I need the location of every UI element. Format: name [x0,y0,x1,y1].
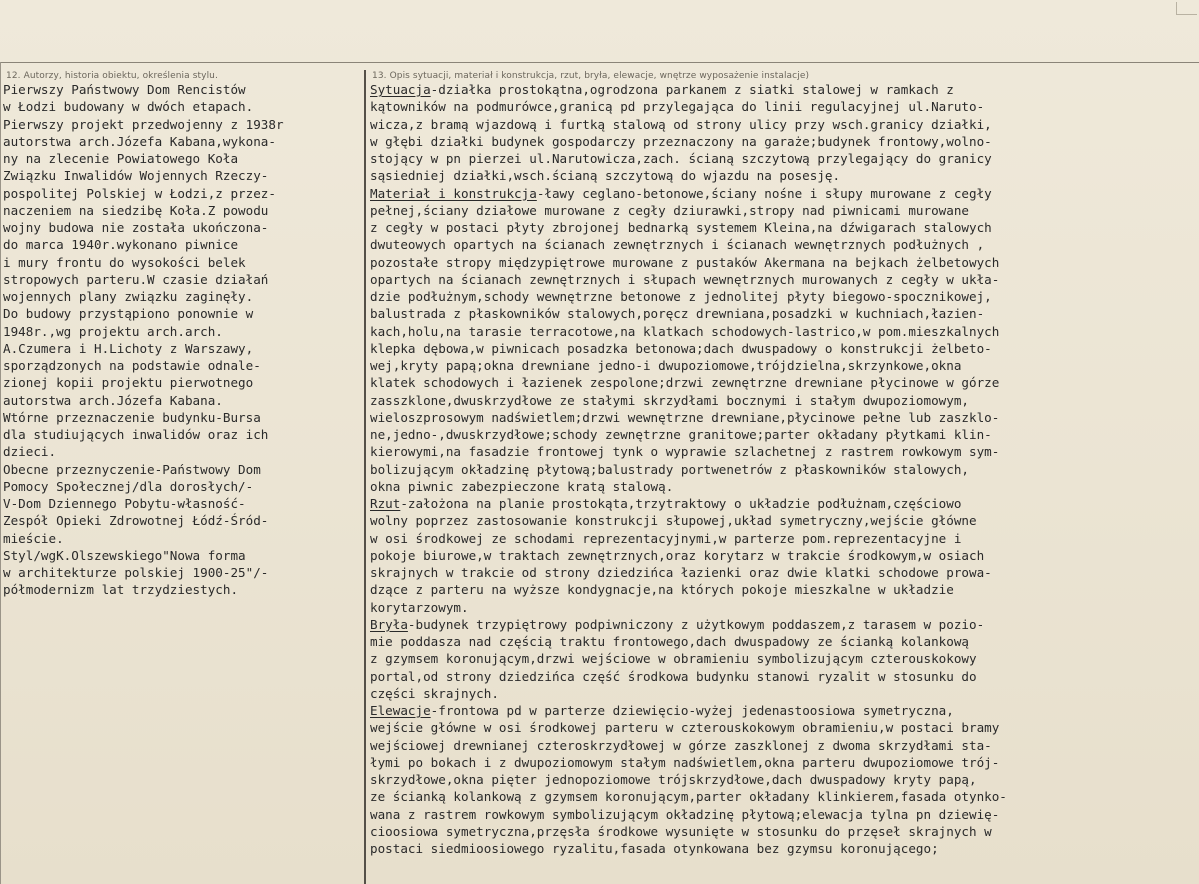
description-text-line [370,81,1196,98]
history-text-line: Styl/wgK.Olszewskiego"Nowa forma [3,547,246,563]
history-text-line: Pierwszy Państwowy Dom Rencistów [3,82,246,97]
column-divider [364,70,366,884]
section-12-label: 12. Autorzy, historia obiektu, określenia stylu. [6,71,218,81]
history-text-line: do marca 1940r.wykonano piwnice [3,237,239,253]
description-text-line: kierowymi,na fasadzie frontowej tynk o wyprawie szlachetnej z rastrem rowkowym sym- [370,444,1000,460]
description-text-line: wolny poprzez zastosowanie konstrukcji słupowej,układ symetryczny,wejście główne [370,513,977,529]
section-text: -budynek trzypiętrowy podpiwniczony z użytkowym poddaszem,z tarasem w pozio- [407,616,985,632]
history-text-line: stropowych parteru.W czasie działań [3,271,269,287]
description-text-line [370,702,1196,719]
description-text-line [370,495,1196,512]
description-text-line: korytarzowym. [370,599,469,615]
description-text-line: w osi środkowej ze schodami reprezentacyjnymi,w parterze pom.reprezentacyjne i [370,530,962,546]
history-text-line: Obecne przeznyczenie-Państwowy Dom [3,461,261,477]
history-text-line: półmodernizm lat trzydziestych. [3,582,239,598]
description-text-line: zasszklone,dwuskrzydłowe ze stałymi skrzydłami bocznymi i stałym dwupoziomowym, [370,392,969,408]
description-text-line: skrajnych w trakcie od strony dziedzińca łazienki oraz dwie klatki schodowe prowa- [370,565,992,580]
description-text-line [370,616,1196,633]
description-text-line: pełnej,ściany działowe murowane z cegły dziurawki,stropy nad piwnicami murowane [370,202,969,218]
section-text: -założona na planie prostokąta,trzytraktowy o układzie podłużnam,częściowo [400,496,962,511]
history-text-line: autorstwa arch.Józefa Kabana. [3,392,223,408]
description-text-line: z gzymsem koronującym,drzwi wejściowe w obramieniu symbolizującym czterouskokowy [370,651,977,667]
description-text-line: bolizującym okładzinę płytową;balustrady portwenetrów z płaskowników stalowych, [370,461,969,477]
history-text-line: w architekturze polskiej 1900-25"/- [3,565,269,580]
history-text-line: Pomocy Społecznej/dla dorosłych/- [3,478,254,494]
section-heading: Sytuacja [370,82,431,97]
description-text-line: wieloszprosowym nadświetlem;drzwi wewnętrzne drewniane,płycinowe pełne lub zaszklo- [370,409,1000,425]
description-text-line: dwuteowych opartych na ścianach zewnętrznych i ścianach wewnętrznych podłużnych , [370,237,985,253]
history-text-line: wojennych plany związku zaginęły. [3,289,254,304]
history-text-line: dzieci. [3,444,57,460]
history-text-line: pospolitej Polskiej w Łodzi,z przez- [3,185,276,201]
history-text-line: Wtórne przeznaczenie budynku-Bursa [3,409,261,425]
history-text-line: w Łodzi budowany w dwóch etapach. [3,99,254,115]
description-text-column [370,81,1196,857]
description-text-line: w głębi działki budynek gospodarczy przeznaczony na garaże;budynek frontowy,wolno- [370,133,992,149]
description-text-line: wicza,z bramą wjazdową i furtką stalową od strony ulicy przy wsch.granicy działki, [370,116,992,132]
description-text-line: kątowników na podmurówce,granicą pd przylegająca do linii regulacyjnej ul.Naruto- [370,99,985,115]
description-text-line: ne,jedno-,dwuskrzydłowe;schody zewnętrzne granitowe;parter okładany płytkami klin- [370,427,992,442]
description-text-line: wana z rastrem rowkowym symbolizującym okładzinę płytową;elewacja tylna pn dziewię- [370,806,1000,822]
description-text-line: wej,kryty papą;okna drewniane jedno-i dwupoziomowe,trójdzielna,skrzynkowe,okna [370,358,962,373]
description-text-line: balustrada z płaskowników stalowych,poręcz drewniana,posadzki w kuchniach,łazien- [370,306,985,322]
history-text-line: mieście. [3,530,64,546]
section-heading: Bryła [370,616,408,632]
description-text-line: łymi po bokach i z dwupoziomowym stałym nadświetlem,okna parteru dwupoziomowe trój- [370,754,1000,770]
page-corner-mark [1176,2,1197,15]
history-text-line: wojny budowa nie została ukończona- [3,220,269,235]
description-text-line: postaci siedmioosiowego ryzalitu,fasada otynkowana bez gzymsu koronującego; [370,841,939,856]
description-text-line: klepka dębowa,w piwnicach posadzka betonowa;dach dwuspadowy o konstrukcji żelbeto- [370,340,992,356]
description-text-line: okna piwnic zabezpieczone kratą stalową. [370,478,674,494]
section-text: -ławy ceglano-betonowe,ściany nośne i słupy murowane z cegły [536,185,992,201]
section-text: -działka prostokątna,ogrodzona parkanem z siatki stalowej w ramkach z [430,82,954,97]
history-text-column [3,81,359,599]
description-text-line: wejściowej drewnianej czteroskrzydłowej w górze zaszklonej z dwoma skrzydłami sta- [370,737,992,753]
description-text-line: cioosiowa symetryczna,przęsła środkowe wysunięte w stosunku do przęseł skrajnych w [370,823,992,839]
history-text-line: Zespół Opieki Zdrowotnej Łódź-Śród- [3,513,269,529]
history-text-line: A.Czumera i H.Lichoty z Warszawy, [3,340,254,356]
history-text-line: zionej kopii projektu pierwotnego [3,375,254,391]
history-text-line: dla studiujących inwalidów oraz ich [3,427,269,442]
description-text-line: stojący w pn pierzei ul.Narutowicza,zach. ścianą szczytową przylegający do granicy [370,151,992,166]
description-text-line: sąsiedniej działki,wsch.ścianą szczytową do wjazdu na posesję. [370,168,841,184]
history-text-line: Związku Inwalidów Wojennych Rzeczy- [3,168,269,184]
section-heading: Materiał i konstrukcja [370,185,537,201]
description-text-line: dzie podłużnym,schody wewnętrzne betonowe z jednolitej płyty biegowo-spocznikowej, [370,289,992,304]
description-text-line: skrzydłowe,okna pięter jednopoziomowe trójskrzydłowe,dach dwuspadowy kryty papą, [370,772,977,787]
form-top-rule [0,62,1199,63]
history-text-line: 1948r.,wg projektu arch.arch. [3,323,223,339]
history-text-line: autorstwa arch.Józefa Kabana,wykona- [3,133,276,149]
description-text-line: części skrajnych. [370,685,499,701]
history-text-line: naczeniem na siedzibę Koła.Z powodu [3,202,269,218]
form-left-rule [0,62,1,884]
description-text-line: pokoje biurowe,w traktach zewnętrznych,oraz korytarz w trakcie środkowym,w osiach [370,547,985,563]
section-heading: Rzut [370,496,401,511]
description-text-line: wejście główne w osi środkowej parteru w czterouskokowym obramieniu,w postaci bramy [370,720,1000,736]
section-heading: Elewacje [370,703,431,718]
description-text-line: z cegły w postaci płyty zbrojonej bednarką systemem Kleina,na dźwigarach stalowych [370,220,992,235]
history-text-line: V-Dom Dziennego Pobytu-własność- [3,496,246,511]
description-text-line: dzące z parteru na wyższe kondygnacje,na których pokoje mieszkalne w układzie [370,582,954,598]
description-text-line: kach,holu,na tarasie terracotowe,na klatkach schodowych-lastrico,w pom.mieszkalnych [370,323,1000,339]
description-text-line: ze ścianką kolankową z gzymsem koronującym,parter okładany klinkierem,fasada otynko- [370,789,1007,805]
history-text-line: Do budowy przystąpiono ponownie w [3,306,254,322]
description-text-line: klatek schodowych i łazienek zespolone;drzwi zewnętrzne drewniane płycinowe w górze [370,375,1000,391]
history-text-line: Pierwszy projekt przedwojenny z 1938r [3,116,284,132]
description-text-line: mie poddasza nad częścią traktu frontowego,dach dwuspadowy ze ścianką kolankową [370,634,969,649]
description-text-line: pozostałe stropy międzypiętrowe murowane z pustaków Akermana na bejkach żelbetowych [370,254,1000,270]
description-text-line: portal,od strony dziedzińca część środkowa budynku stanowi ryzalit w stosunku do [370,668,977,684]
section-13-label: 13. Opis sytuacji, materiał i konstrukcja, rzut, bryła, elewacje, wnętrze wyposażenie instalacje) [372,71,810,81]
description-text-line [370,185,1196,202]
history-text-line: sporządzonych na podstawie odnale- [3,358,261,373]
history-text-line: ny na zlecenie Powiatowego Koła [3,151,239,166]
description-text-line: opartych na ścianach zewnętrznych i słupach wewnętrznych murowanych z cegły w ukła- [370,271,1000,287]
section-text: -frontowa pd w parterze dziewięcio-wyżej jedenastoosiowa symetryczna, [430,703,954,718]
history-text-line: i mury frontu do wysokości belek [3,254,246,270]
